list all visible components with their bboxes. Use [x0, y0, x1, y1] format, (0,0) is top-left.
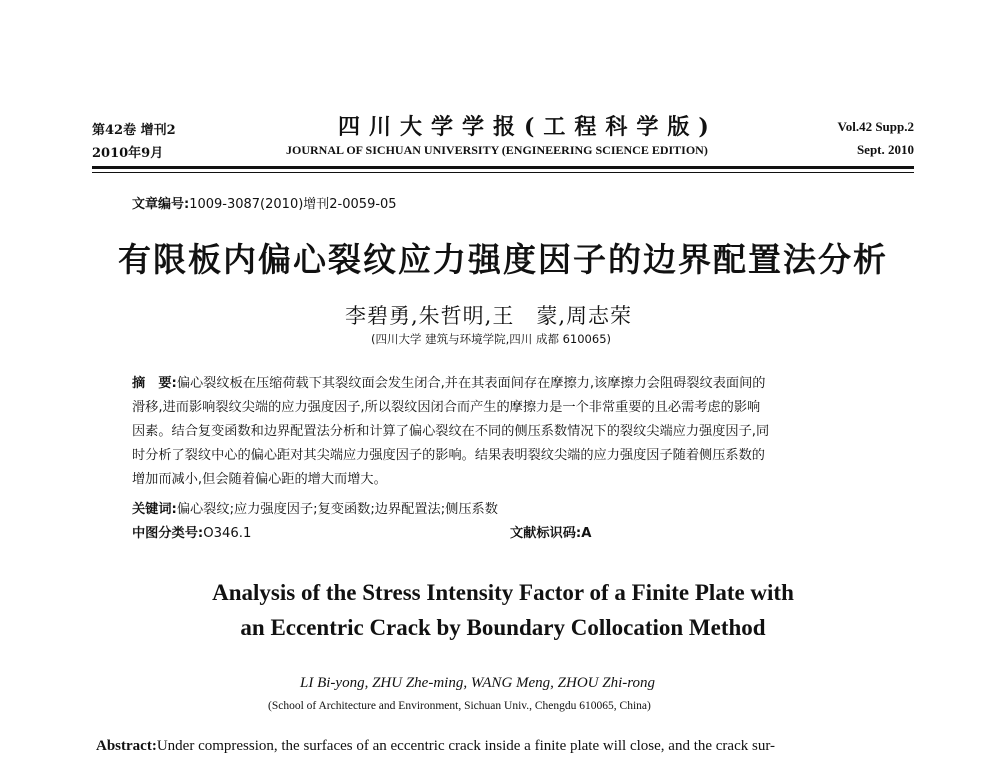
abstract-cn — [132, 372, 769, 492]
abstract-cn-label: 摘 要: — [132, 376, 177, 391]
header-rule-thick — [92, 166, 914, 169]
classification — [132, 524, 251, 544]
article-number — [132, 193, 397, 212]
volume-issue-cn: 第42卷 增刊2 — [92, 123, 176, 138]
document-code — [510, 524, 591, 544]
article-number-label: 文章编号: — [132, 197, 190, 212]
document-code-value: A — [581, 526, 592, 541]
abstract-cn-line: 增加而减小,但会随着偏心距的增大而增大。 — [132, 472, 387, 487]
date-en: Sept. 2010 — [856, 142, 914, 157]
page-title-en-line: Analysis of the Stress Intensity Factor of a Finite Plate with — [212, 580, 794, 605]
abstract-cn-line: 时分析了裂纹中心的偏心距对其尖端应力强度因子的影响。结果表明裂纹尖端的应力强度因子随着侧压系数的 — [132, 448, 765, 463]
date-cn: 2010年9月 — [92, 146, 164, 161]
affiliation-cn: (四川大学 建筑与环境学院,四川 成都 610065) — [371, 332, 611, 346]
journal-title-cn: 四川大学学报(工程科学版) — [338, 114, 718, 140]
header-rule-thin — [92, 172, 914, 173]
page-title-cn: 有限板内偏心裂纹应力强度因子的边界配置法分析 — [118, 240, 888, 279]
document-code-label: 文献标识码: — [510, 526, 582, 541]
keywords-cn — [132, 500, 498, 520]
abstract-cn-line: 摘 要:偏心裂纹板在压缩荷载下其裂纹面会发生闭合,并在其表面间存在摩擦力,该摩擦力会阻碍裂纹表面间的 — [132, 376, 766, 391]
abstract-en — [96, 738, 775, 755]
authors-en: LI Bi-yong, ZHU Zhe-ming, WANG Meng, ZHOU Zhi-rong — [300, 675, 656, 691]
abstract-cn-line: 滑移,进而影响裂纹尖端的应力强度因子,所以裂纹因闭合而产生的摩擦力是一个非常重要的且必需考虑的影响 — [132, 400, 761, 415]
page-title-en — [92, 575, 914, 645]
affiliation-en: (School of Architecture and Environment, Sichuan Univ., Chengdu 610065, China) — [268, 700, 651, 712]
keywords-cn-label: 关键词: — [132, 502, 177, 517]
page-title-en-line: an Eccentric Crack by Boundary Collocation Method — [240, 615, 766, 640]
abstract-en-label: Abstract: — [96, 738, 157, 754]
abstract-en-text: Under compression, the surfaces of an eccentric crack inside a finite plate will close, and the crack sur- — [156, 738, 776, 754]
authors-cn: 李碧勇,朱哲明,王 蒙,周志荣 — [345, 304, 633, 328]
classification-value: O346.1 — [203, 526, 252, 541]
abstract-cn-line: 因素。结合复变函数和边界配置法分析和计算了偏心裂纹在不同的侧压系数情况下的裂纹尖端应力强度因子,同 — [132, 424, 770, 439]
classification-label: 中图分类号: — [132, 526, 204, 541]
volume-issue-en: Vol.42 Supp.2 — [837, 119, 914, 134]
article-number-value: 1009-3087(2010)增刊2-0059-05 — [189, 197, 397, 212]
keywords-cn-value: 偏心裂纹;应力强度因子;复变函数;边界配置法;侧压系数 — [176, 502, 498, 517]
journal-title-en: JOURNAL OF SICHUAN UNIVERSITY (ENGINEERING SCIENCE EDITION) — [286, 143, 708, 157]
